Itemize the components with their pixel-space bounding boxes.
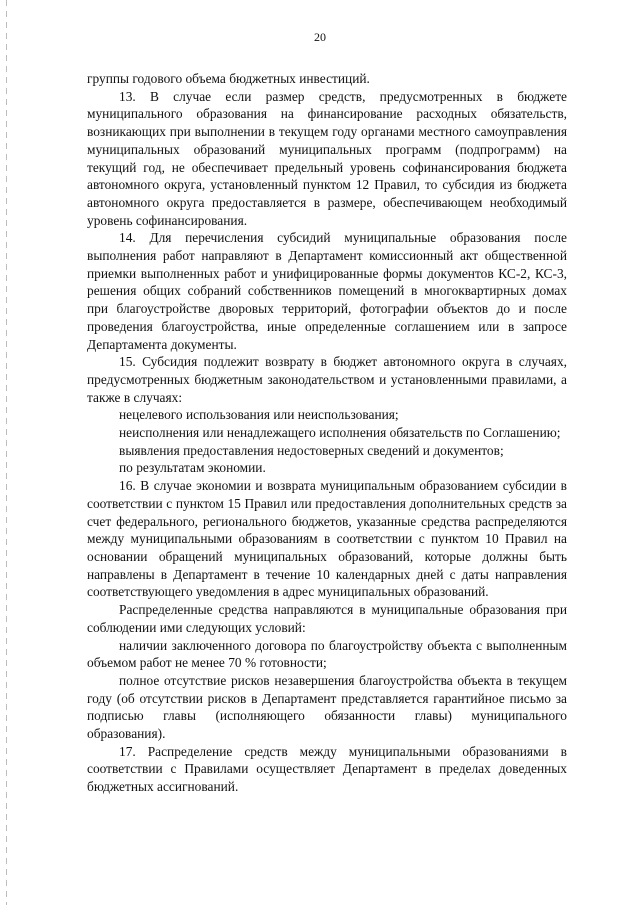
list-item: нецелевого использования или неиспользования;: [119, 407, 399, 423]
scan-edge: [6, 0, 7, 905]
list-item: по результатам экономии.: [119, 460, 266, 476]
paragraph: 13. В случае если размер средств, предусмотренных в бюджете муниципального образования на финансирование расходных обязательств, возникающих при выполнении в текущем году органами местного самоуправления муниципальных образований муниципальных программ (подпрограмм) на текущий год, не обеспечивает предельный уровень софинансирования бюджета автономного округа, установленный пунктом 12 Правил, то субсидия из бюджета автономного округа предоставляется в размере, обеспечивающем необходимый уровень софинансирования.: [87, 88, 567, 228]
paragraph: 16. В случае экономии и возврата муниципальным образованием субсидии в соответствии с пунктом 15 Правил или предоставления дополнительных средств за счет федерального, регионального бюджетов, указанные средства распределяются между муниципальными образованиям в соответствии с пунктом 10 Правил на основании обращений муниципальных образований, которые должны быть направлены в Департамент в течение 10 календарных дней с даты направления соответствующего уведомления в адрес муниципальных образований.: [87, 478, 567, 600]
paragraph: Распределенные средства направляются в муниципальные образования при соблюдении ими следующих условий:: [87, 602, 567, 635]
page-number: 20: [314, 30, 326, 44]
paragraph: 15. Субсидия подлежит возврату в бюджет автономного округа в случаях, предусмотренных бюджетным законодательством и установленными правилами, а также в случаях:: [87, 354, 567, 405]
list-item: наличии заключенного договора по благоустройству объекта с выполненным объемом работ не менее 70 % готовности;: [87, 637, 567, 671]
paragraph: 14. Для перечисления субсидий муниципальные образования после выполнения работ направляют в Департамент комиссионный акт общественной приемки выполненных работ и унифицированные формы документов КС-2, КС-3, решения общих собраний собственников помещений в многоквартирных домах при благоустройстве дворовых территорий, фотографии объектов до и после проведения благоустройства, иные определенные соглашением или в запросе Департамента документы.: [87, 230, 567, 352]
list-item: полное отсутствие рисков незавершения благоустройства объекта в текущем году (об отсутствии рисков в Департамент представляется гарантийное письмо за подписью главы (исполняющего обязанности главы) муниципального образования).: [87, 672, 567, 742]
paragraph: 17. Распределение средств между муниципальными образованиями в соответствии с Правилами осуществляет Департамент в пределах доведенных бюджетных ассигнований.: [87, 743, 567, 795]
paragraph: группы годового объема бюджетных инвестиций.: [87, 71, 370, 86]
list-item: неисполнения или ненадлежащего исполнения обязательств по Соглашению;: [119, 425, 561, 441]
list-item: выявления предоставления недостоверных сведений и документов;: [119, 442, 504, 458]
document-body: [87, 70, 567, 796]
